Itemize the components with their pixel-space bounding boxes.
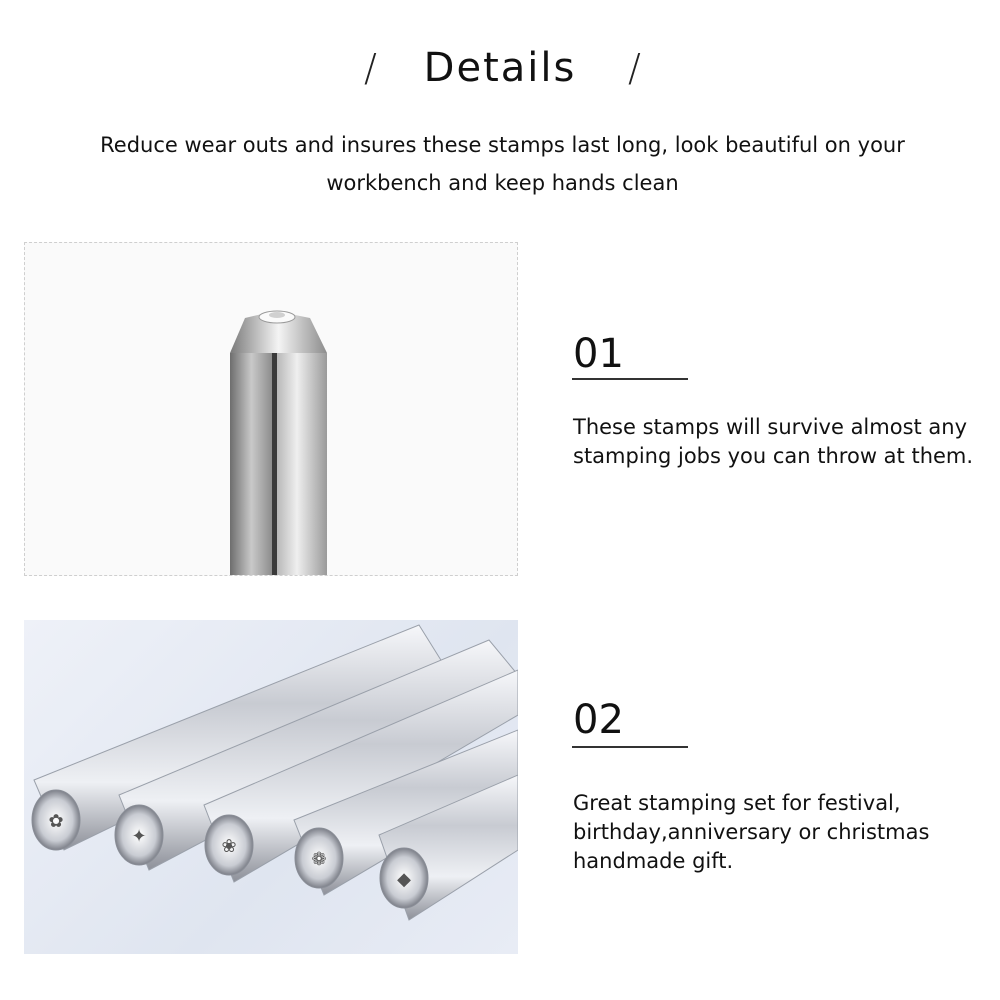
page-title: Details [423,45,577,91]
title-row [0,38,1000,98]
title-slash-right: / [628,46,641,90]
svg-text:❁: ❁ [311,849,327,870]
section-number-01: 01 [573,331,624,377]
svg-text:✦: ✦ [131,826,147,847]
svg-text:❀: ❀ [221,836,237,857]
single-stamp-icon [25,243,518,576]
section-number-02: 02 [573,697,624,743]
single-stamp-photo [24,242,518,576]
section-text-01: These stamps will survive almost any stamping jobs you can throw at them. [573,415,974,468]
svg-text:✿: ✿ [48,811,64,832]
svg-text:◆: ◆ [397,869,411,890]
section-text-02: Great stamping set for festival, birthday,anniversary or christmas handmade gift. [573,791,930,873]
stamp-set-icon [24,620,518,954]
page-subtitle: Reduce wear outs and insures these stamps last long, look beautiful on your workbench and keep hands clean [100,133,905,195]
section-rule-02 [572,746,688,748]
title-slash-left: / [364,46,377,90]
stamp-set-photo [24,620,518,954]
section-rule-01 [572,378,688,380]
